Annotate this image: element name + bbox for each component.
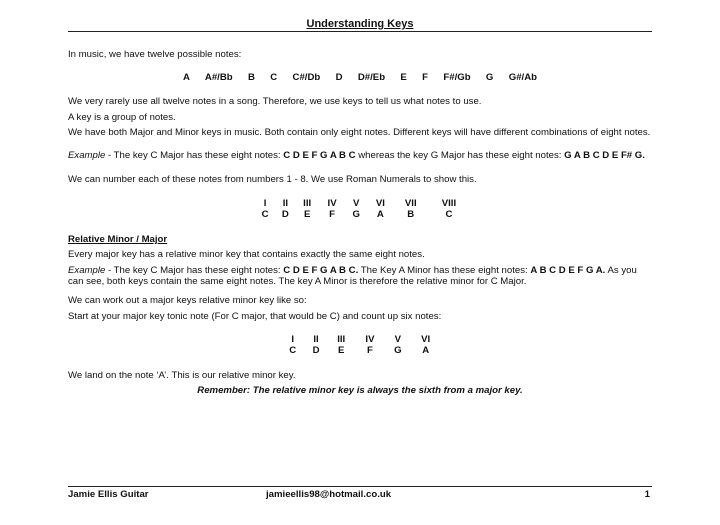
note: F (422, 72, 429, 83)
twelve-notes-row (68, 73, 652, 84)
numeral: VI (421, 334, 431, 345)
numerals-table-eight (255, 199, 470, 220)
note-letter: B (407, 208, 415, 220)
example-c-a-minor (68, 266, 652, 287)
example-label: Example (68, 265, 106, 276)
example-label: Example (68, 150, 106, 161)
example-text: As you can see, both keys contain the same eight notes. The key A Minor is therefore the relative minor for C Major. (68, 265, 637, 287)
note-letter: E (337, 344, 345, 356)
numeral: V (353, 198, 360, 209)
document-page (68, 0, 652, 525)
paragraph-major-minor: We have both Major and Minor keys in music. Both contain only eight notes. Different keys will have different combinations of eight notes. (68, 127, 651, 138)
footer-author: Jamie Ellis Guitar (68, 489, 149, 500)
a-minor-notes: A B C D E F G A. (530, 265, 606, 276)
numerals-row (281, 335, 441, 346)
c-major-notes: C D E F G A B C. (283, 265, 359, 276)
paragraph-roman-numerals: We can number each of these notes from numbers 1 - 8. We use Roman Numerals to show this. (68, 174, 477, 185)
numeral: III (303, 198, 312, 209)
note-letter: C (261, 208, 269, 220)
example-c-g-major (68, 151, 652, 162)
note-letter: D (312, 344, 320, 356)
note-letter: A (376, 208, 384, 220)
note: F#/Gb (443, 72, 471, 83)
note-letter: F (329, 208, 336, 220)
g-major-notes: G A B C D E F# G. (564, 150, 645, 161)
footer-email: jamieellis98@hotmail.co.uk (266, 489, 392, 500)
note: A (182, 72, 190, 83)
example-text: - The key C Major has these eight notes: (105, 265, 284, 276)
numeral: IV (365, 334, 375, 345)
note: G#/Ab (508, 72, 537, 83)
note-letter: G (394, 344, 402, 356)
paragraph-key-definition: A key is a group of notes. (68, 112, 176, 123)
note: C#/Db (292, 72, 321, 83)
numeral: III (337, 334, 346, 345)
header-rule (68, 31, 652, 32)
note: E (400, 72, 407, 83)
example-text: whereas the key G Major has these eight notes: (355, 150, 565, 161)
intro-text: In music, we have twelve possible notes: (68, 49, 242, 60)
paragraph-land-on-a: We land on the note ‘A’. This is our relative minor key. (68, 370, 296, 381)
note: D (335, 72, 343, 83)
numeral: VIII (441, 198, 457, 209)
note-letter: E (303, 208, 311, 220)
remember-note: Remember: The relative minor key is always the sixth from a major key. (197, 385, 523, 396)
paragraph-count-up: Start at your major key tonic note (For C major, that would be C) and count up six notes: (68, 311, 442, 322)
numeral: II (313, 334, 319, 345)
numeral: IV (327, 198, 337, 209)
note-letter: A (422, 344, 430, 356)
paragraph-relative-minor: Every major key has a relative minor key that contains exactly the same eight notes. (68, 249, 425, 260)
numeral: I (263, 198, 267, 209)
c-major-notes: C D E F G A B C (283, 150, 356, 161)
page-number: 1 (644, 489, 650, 500)
note-letter: G (352, 208, 360, 220)
note-letter: D (281, 208, 289, 220)
letters-row (255, 210, 470, 221)
letters-row (281, 346, 441, 357)
note: B (247, 72, 255, 83)
note-letter: C (289, 344, 297, 356)
numerals-row (255, 199, 470, 210)
footer-rule (68, 486, 652, 487)
numeral: VII (404, 198, 417, 209)
example-text: - The key C Major has these eight notes: (105, 150, 284, 161)
note-letter: F (367, 344, 373, 356)
note: D#/Eb (357, 72, 386, 83)
numerals-table-six (281, 335, 441, 356)
example-text: The Key A Minor has these eight notes: (358, 265, 531, 276)
page-title: Understanding Keys (306, 18, 414, 30)
note-letter: C (445, 208, 453, 220)
note: A#/Bb (204, 72, 233, 83)
numeral: II (282, 198, 289, 209)
numeral: VI (375, 198, 385, 209)
paragraph-rarely-use: We very rarely use all twelve notes in a song. Therefore, we use keys to tell us what notes to use. (68, 96, 482, 107)
numeral: I (291, 334, 295, 345)
paragraph-work-out: We can work out a major keys relative minor key like so: (68, 295, 307, 306)
note: G (485, 72, 494, 83)
note: C (270, 72, 278, 83)
numeral: V (394, 334, 402, 345)
section-heading (68, 235, 652, 246)
relative-minor-heading: Relative Minor / Major (68, 234, 168, 245)
